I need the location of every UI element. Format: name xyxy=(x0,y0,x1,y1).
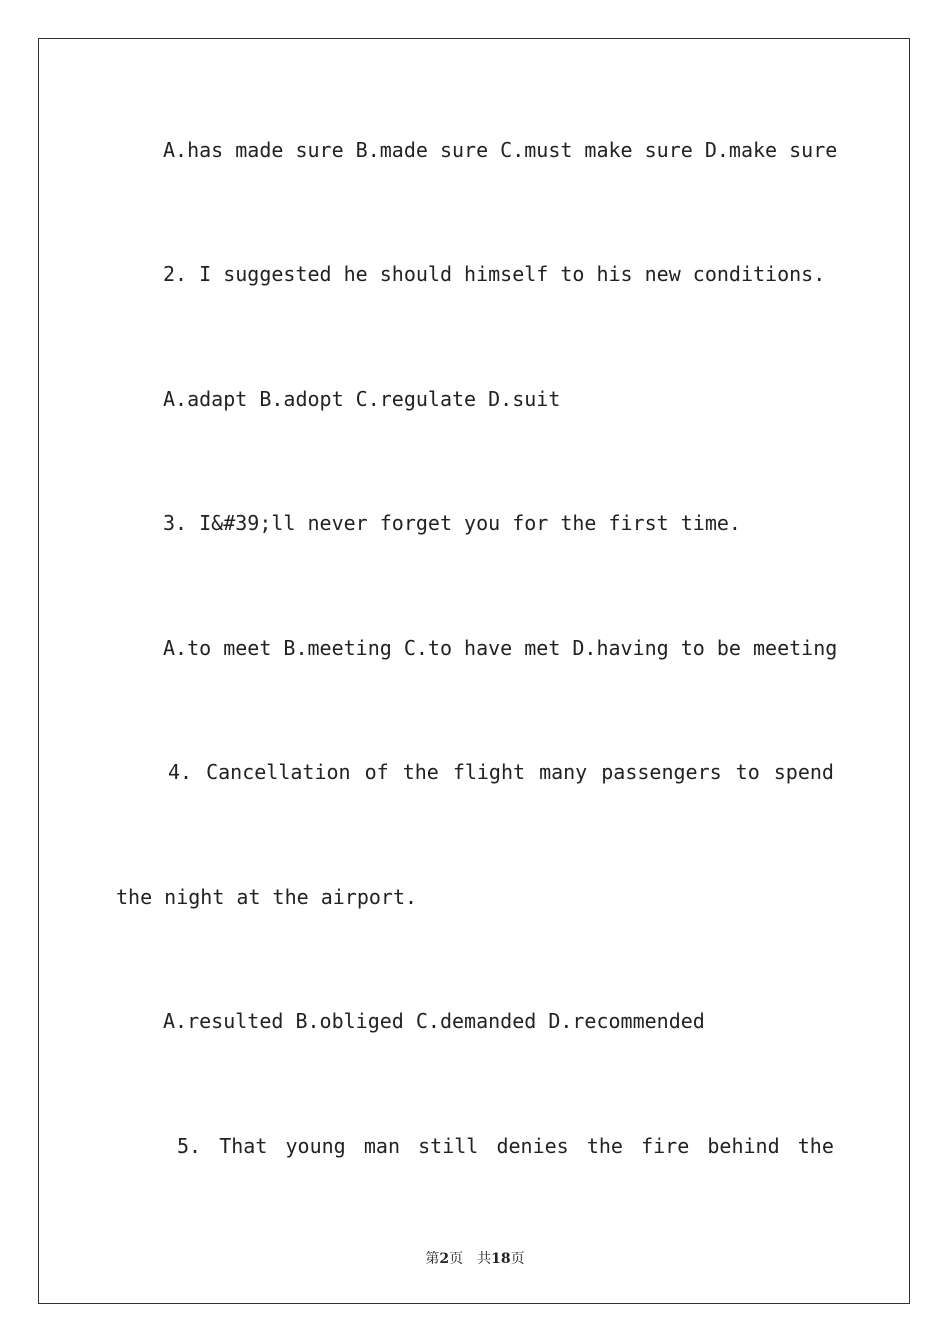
options-line-4: A.resulted B.obliged C.demanded D.recommended xyxy=(163,1009,705,1033)
question-5-word: still xyxy=(418,1134,479,1158)
question-4-word: passengers xyxy=(601,760,722,784)
question-5-word: fire xyxy=(641,1134,690,1158)
question-4-word: many xyxy=(539,760,588,784)
page-number-footer xyxy=(0,1248,950,1268)
question-5-word: man xyxy=(363,1134,400,1158)
question-5-word: the xyxy=(797,1134,834,1158)
question-4-word: spend xyxy=(773,760,834,784)
question-4-continuation: the night at the airport. xyxy=(116,885,418,909)
question-4-word: Cancellation xyxy=(206,760,351,784)
question-5-word: the xyxy=(586,1134,623,1158)
question-5 xyxy=(177,1134,834,1158)
question-4-word: the xyxy=(402,760,439,784)
options-line-3: A.to meet B.meeting C.to have met D.having to be meeting xyxy=(163,636,838,660)
question-4-word: to xyxy=(735,760,760,784)
footer-suffix: 页 xyxy=(510,1251,525,1267)
current-page-number: 2 xyxy=(439,1251,450,1267)
question-4-word: 4. xyxy=(168,760,193,784)
question-5-word: 5. xyxy=(177,1134,202,1158)
question-2: 2. I suggested he should himself to his new conditions. xyxy=(163,262,826,286)
question-4 xyxy=(168,760,834,784)
question-5-word: That xyxy=(219,1134,268,1158)
options-line-1: A.has made sure B.made sure C.must make sure D.make sure xyxy=(163,138,838,162)
question-5-word: denies xyxy=(496,1134,569,1158)
options-line-2: A.adapt B.adopt C.regulate D.suit xyxy=(163,387,561,411)
footer-prefix: 第 xyxy=(425,1251,440,1267)
question-5-word: behind xyxy=(707,1134,780,1158)
question-3: 3. I&#39;ll never forget you for the first time. xyxy=(163,511,741,535)
footer-mid: 页 共 xyxy=(449,1251,492,1267)
question-5-word: young xyxy=(285,1134,346,1158)
page-border xyxy=(38,38,910,1304)
total-page-count: 18 xyxy=(491,1251,511,1267)
question-4-word: of xyxy=(364,760,389,784)
question-4-word: flight xyxy=(452,760,526,784)
